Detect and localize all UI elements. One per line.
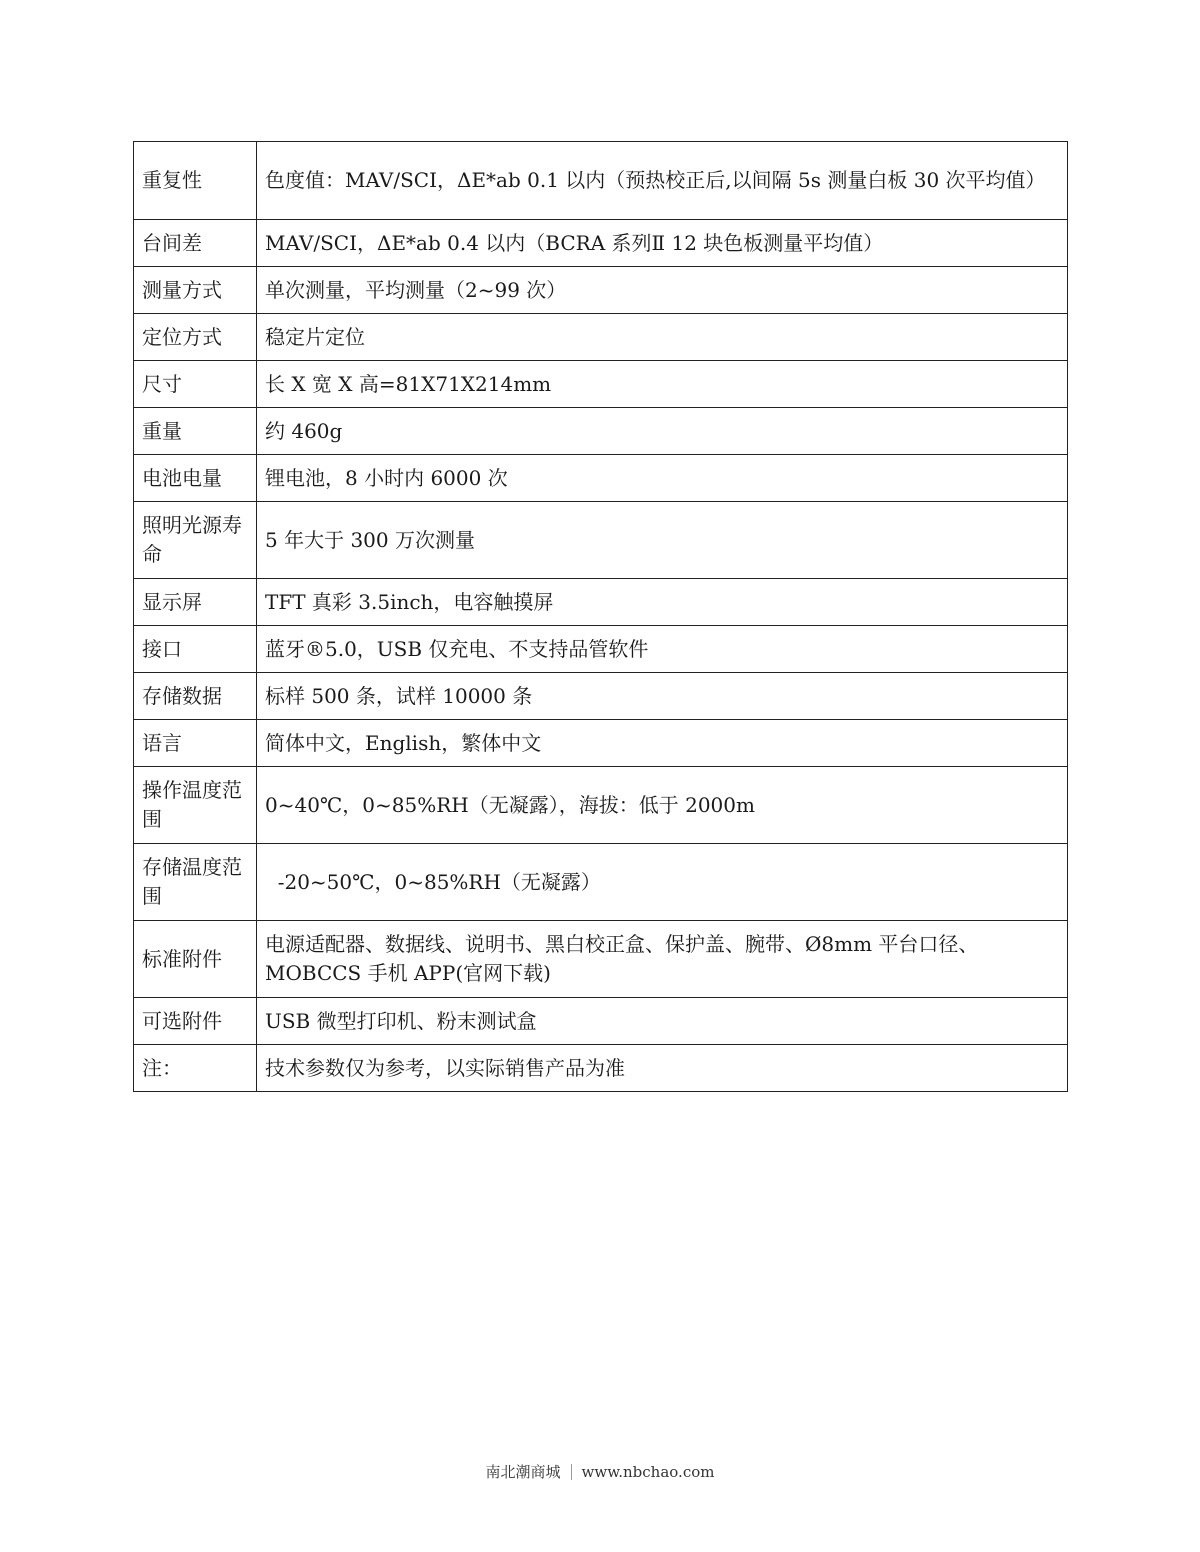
row-value: 色度值：MAV/SCI，ΔE*ab 0.1 以内（预热校正后,以间隔 5s 测量白板 30 次平均值）	[257, 142, 1068, 220]
row-label: 定位方式	[134, 314, 257, 361]
row-value: 简体中文，English，繁体中文	[257, 720, 1068, 767]
spec-table-body	[134, 142, 1068, 1092]
row-label: 操作温度范围	[134, 767, 257, 844]
row-value: 锂电池，8 小时内 6000 次	[257, 455, 1068, 502]
table-row	[134, 267, 1068, 314]
row-value: 稳定片定位	[257, 314, 1068, 361]
footer-url[interactable]: www.nbchao.com	[581, 1463, 715, 1481]
row-label: 台间差	[134, 220, 257, 267]
row-value: -20~50℃，0~85%RH（无凝露）	[257, 844, 1068, 921]
spec-table	[133, 141, 1068, 1092]
table-row	[134, 767, 1068, 844]
row-value: 长 X 宽 X 高=81X71X214mm	[257, 361, 1068, 408]
table-row	[134, 844, 1068, 921]
row-label: 标准附件	[134, 921, 257, 998]
table-row	[134, 502, 1068, 579]
row-value: TFT 真彩 3.5inch，电容触摸屏	[257, 579, 1068, 626]
table-row	[134, 720, 1068, 767]
row-label: 照明光源寿命	[134, 502, 257, 579]
row-label: 重量	[134, 408, 257, 455]
table-row	[134, 579, 1068, 626]
row-value: USB 微型打印机、粉末测试盒	[257, 998, 1068, 1045]
table-row	[134, 626, 1068, 673]
row-label: 存储温度范围	[134, 844, 257, 921]
row-label: 可选附件	[134, 998, 257, 1045]
row-value: 技术参数仅为参考，以实际销售产品为准	[257, 1045, 1068, 1092]
footer-divider	[571, 1464, 572, 1480]
table-row	[134, 220, 1068, 267]
table-row	[134, 998, 1068, 1045]
footer-brand: 南北潮商城	[485, 1463, 561, 1481]
row-label: 电池电量	[134, 455, 257, 502]
row-label: 语言	[134, 720, 257, 767]
table-row	[134, 142, 1068, 220]
table-row	[134, 1045, 1068, 1092]
row-label: 接口	[134, 626, 257, 673]
table-row	[134, 455, 1068, 502]
row-label: 存储数据	[134, 673, 257, 720]
table-row	[134, 673, 1068, 720]
row-value: 5 年大于 300 万次测量	[257, 502, 1068, 579]
row-label: 重复性	[134, 142, 257, 220]
row-value: 约 460g	[257, 408, 1068, 455]
row-label: 显示屏	[134, 579, 257, 626]
row-value: 标样 500 条，试样 10000 条	[257, 673, 1068, 720]
row-value: 0~40℃，0~85%RH（无凝露），海拔：低于 2000m	[257, 767, 1068, 844]
table-row	[134, 361, 1068, 408]
row-value: 电源适配器、数据线、说明书、黑白校正盒、保护盖、腕带、Ø8mm 平台口径、MOBCCS 手机 APP(官网下载)	[257, 921, 1068, 998]
row-value: MAV/SCI，ΔE*ab 0.4 以内（BCRA 系列Ⅱ 12 块色板测量平均值）	[257, 220, 1068, 267]
page-footer	[0, 1461, 1200, 1482]
row-value: 单次测量，平均测量（2~99 次）	[257, 267, 1068, 314]
row-label: 尺寸	[134, 361, 257, 408]
table-row	[134, 314, 1068, 361]
row-value: 蓝牙®5.0，USB 仅充电、不支持品管软件	[257, 626, 1068, 673]
row-label: 注：	[134, 1045, 257, 1092]
table-row	[134, 921, 1068, 998]
row-label: 测量方式	[134, 267, 257, 314]
table-row	[134, 408, 1068, 455]
